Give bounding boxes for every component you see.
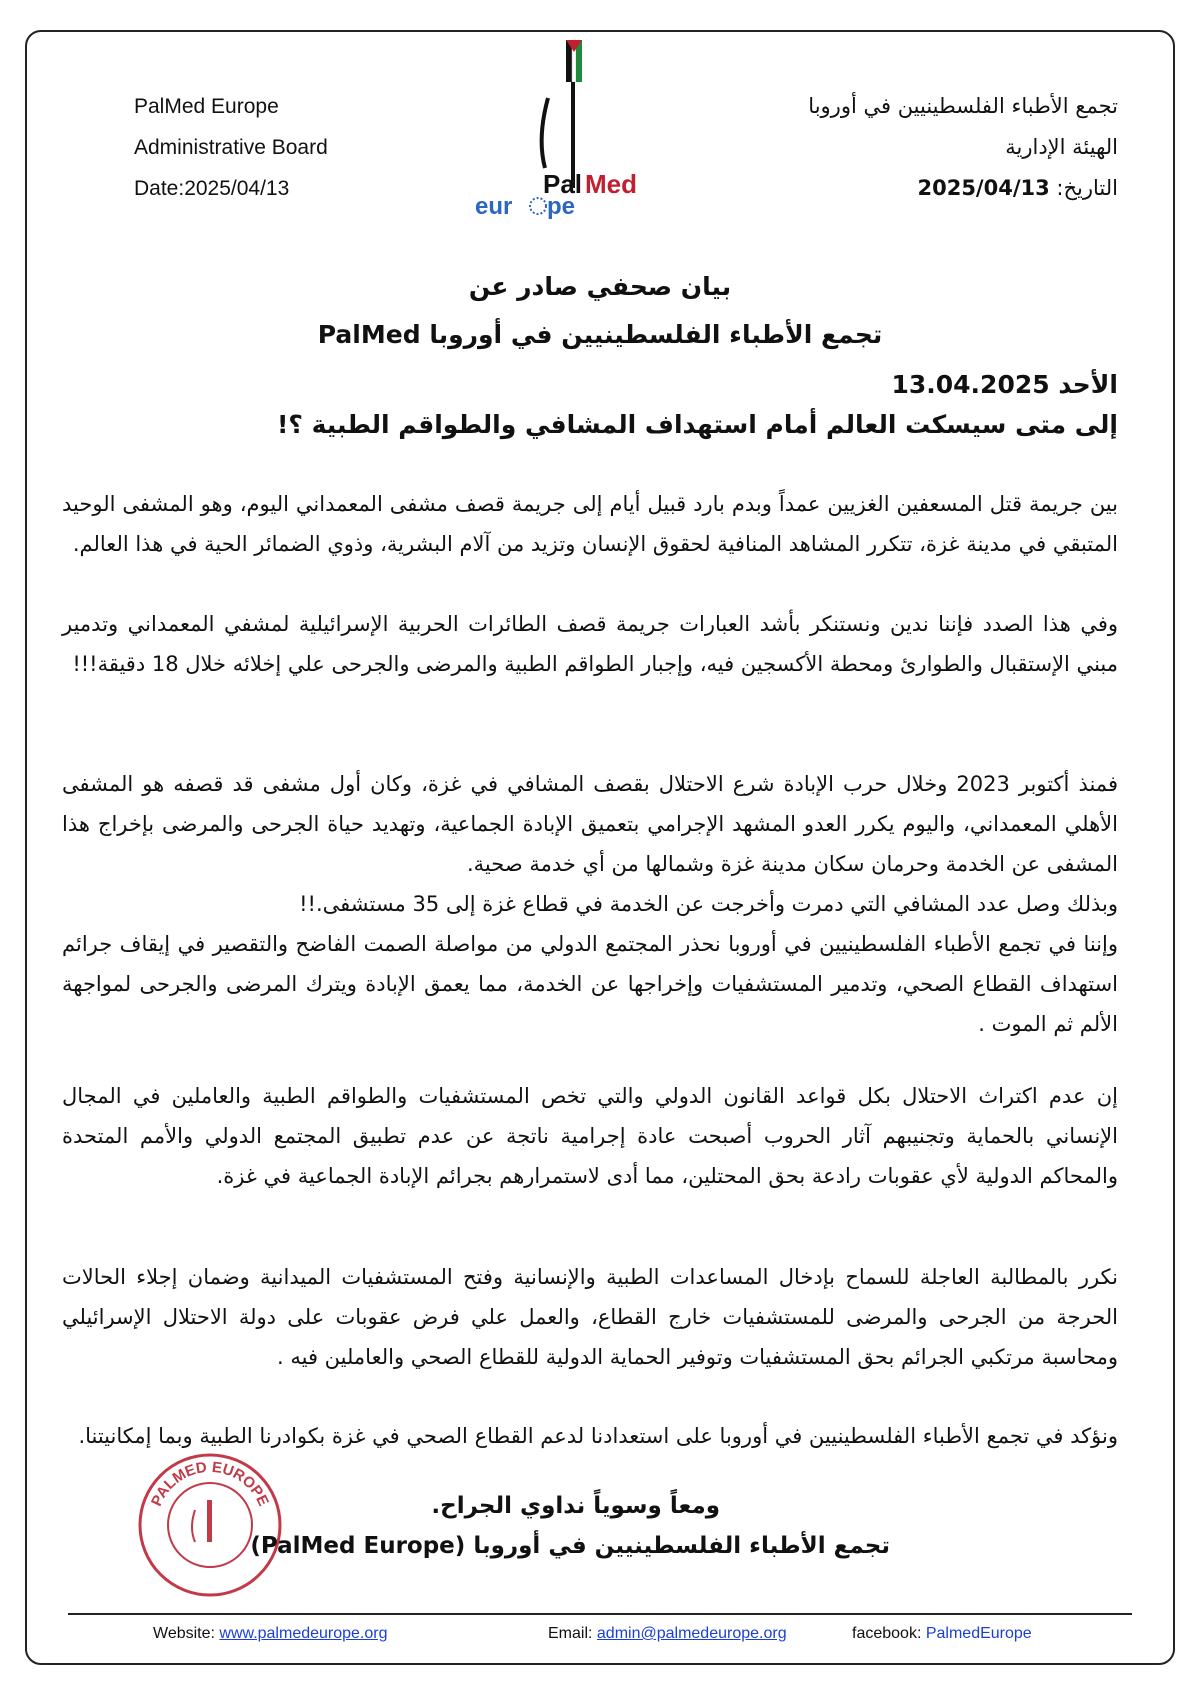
date-ar-value: 2025/04/13 xyxy=(917,176,1050,200)
eu-stars-ring xyxy=(530,198,546,214)
header-arabic xyxy=(808,86,1118,209)
closing-line: ومعاً وسوياً نداوي الجراح. xyxy=(431,1493,720,1519)
website-label: Website: xyxy=(153,1625,215,1642)
statement-title: بيان صحفي صادر عن xyxy=(468,272,732,301)
paragraph-6: إن عدم اكتراث الاحتلال بكل قواعد القانون الدولي والتي تخص المستشفيات والطواقم الطبية والعاملين في المجال الإنساني بالحماية وتجنيبهم آثار الحروب أصبحت عادة إجرامية ناتجة عن عدم تطبيق المجتمع الدولي والأمم المتحدة والمحاكم الدولية لأي عقوبات رادعة بحق المحتلين، مما أدى لاستمرارهم بجرائم الإبادة الجماعية في غزة. xyxy=(62,1084,1118,1188)
footer-divider xyxy=(68,1613,1132,1615)
official-stamp xyxy=(135,1450,285,1600)
footer-website xyxy=(153,1625,388,1643)
footer-facebook xyxy=(852,1625,1032,1643)
org-name-ar: تجمع الأطباء الفلسطينيين في أوروبا xyxy=(808,94,1118,118)
footer-email xyxy=(548,1625,787,1643)
header-english xyxy=(134,86,328,209)
statement-date: الأحد 13.04.2025 xyxy=(891,370,1118,399)
paragraph-8: ونؤكد في تجمع الأطباء الفلسطينيين في أوروبا على استعدادنا لدعم القطاع الصحي في غزة بكوادرنا الطبية وبما إمكانيتنا. xyxy=(78,1424,1118,1448)
logo-europe-a: eur xyxy=(475,193,513,220)
date-ar-label: التاريخ: xyxy=(1056,176,1118,200)
paragraph-4: وبذلك وصل عدد المشافي التي دمرت وأخرجت عن الخدمة في قطاع غزة إلى 35 مستشفى.!! xyxy=(299,892,1118,916)
paragraph-1: بين جريمة قتل المسعفين الغزيين عمداً وبدم بارد قبيل أيام إلى جريمة قصف مشفى المعمداني اليوم، وهو المشفى الوحيد المتبقي في مدينة غزة، تتكرر المشاهد المنافية لحقوق الإنسان وتزيد من آلام البشرية، وذوي الضمائر الحية في هذا العالم. xyxy=(62,492,1118,556)
date-ar xyxy=(808,168,1118,209)
facebook-label: facebook: xyxy=(852,1625,922,1642)
stamp-center-curve xyxy=(192,1510,195,1542)
org-name-en: PalMed Europe xyxy=(134,95,279,118)
paragraph-5: وإننا في تجمع الأطباء الفلسطينيين في أوروبا نحذر المجتمع الدولي من مواصلة الصمت الفاضح والتقصير في إيقاف جرائم استهداف القطاع الصحي، وتدمير المستشفيات وإخراجها عن الخدمة، مما يعمق الإبادة ويترك المرضى والجرحى لمواجهة الألم ثم الموت . xyxy=(62,932,1118,1036)
statement-org-title: تجمع الأطباء الفلسطينيين في أوروبا PalMed xyxy=(317,320,883,349)
email-label: Email: xyxy=(548,1625,593,1642)
palmed-logo xyxy=(475,38,695,238)
stamp-text: PALMED EUROPE xyxy=(148,1458,272,1509)
facebook-link[interactable]: PalmedEurope xyxy=(925,1625,1032,1642)
board-name-ar: الهيئة الإدارية xyxy=(1005,135,1118,159)
paragraph-7: نكرر بالمطالبة العاجلة للسماح بإدخال المساعدات الطبية والإنسانية وفتح المستشفيات الميدانية وضمان إجلاء الحالات الحرجة من الجرحى والمرضى للمستشفيات خارج القطاع، والعمل علي فرض عقوبات على دولة الاحتلال الإسرائيلي ومحاسبة مرتكبي الجرائم بحق المستشفيات وتوفير الحماية الدولية للقطاع الصحي والعاملين فيه . xyxy=(62,1265,1118,1369)
paragraph-3: فمنذ أكتوبر 2023 وخلال حرب الإبادة شرع الاحتلال بقصف المشافي في غزة، وكان أول مشفى قد قصفه هو المشفى الأهلي المعمداني، واليوم يكرر العدو المشهد الإجرامي بتعميق الإبادة الجماعية، وتهديد حياة الجرحى والمرضى بإخراج هذا المشفى عن الخدمة وحرمان سكان مدينة غزة وشمالها من أي خدمة صحية. xyxy=(62,772,1118,876)
stethoscope-curve xyxy=(542,98,548,168)
statement-subject: إلى متى سيسكت العالم أمام استهداف المشافي والطواقم الطبية ؟! xyxy=(277,410,1118,439)
logo-europe-b: pe xyxy=(547,193,576,220)
closing-signature: تجمع الأطباء الفلسطينيين في أوروبا (PalMed Europe) xyxy=(250,1533,890,1559)
logo-med: Med xyxy=(585,169,637,199)
email-link[interactable]: admin@palmedeurope.org xyxy=(596,1625,787,1642)
logo-pal: Pal xyxy=(543,169,583,199)
stamp-center-mark xyxy=(207,1500,212,1542)
date-en: Date:2025/04/13 xyxy=(134,177,290,200)
paragraph-2: وفي هذا الصدد فإننا ندين ونستنكر بأشد العبارات جريمة قصف الطائرات الحربية الإسرائيلية لمشفي المعمداني وتدمير مبني الإستقبال والطوارئ ومحطة الأكسجين فيه، وإجبار الطواقم الطبية والمرضى والجرحى علي إخلائه خلال 18 دقيقة!!! xyxy=(62,612,1118,676)
website-link[interactable]: www.palmedeurope.org xyxy=(219,1625,388,1642)
board-name-en: Administrative Board xyxy=(134,136,328,159)
